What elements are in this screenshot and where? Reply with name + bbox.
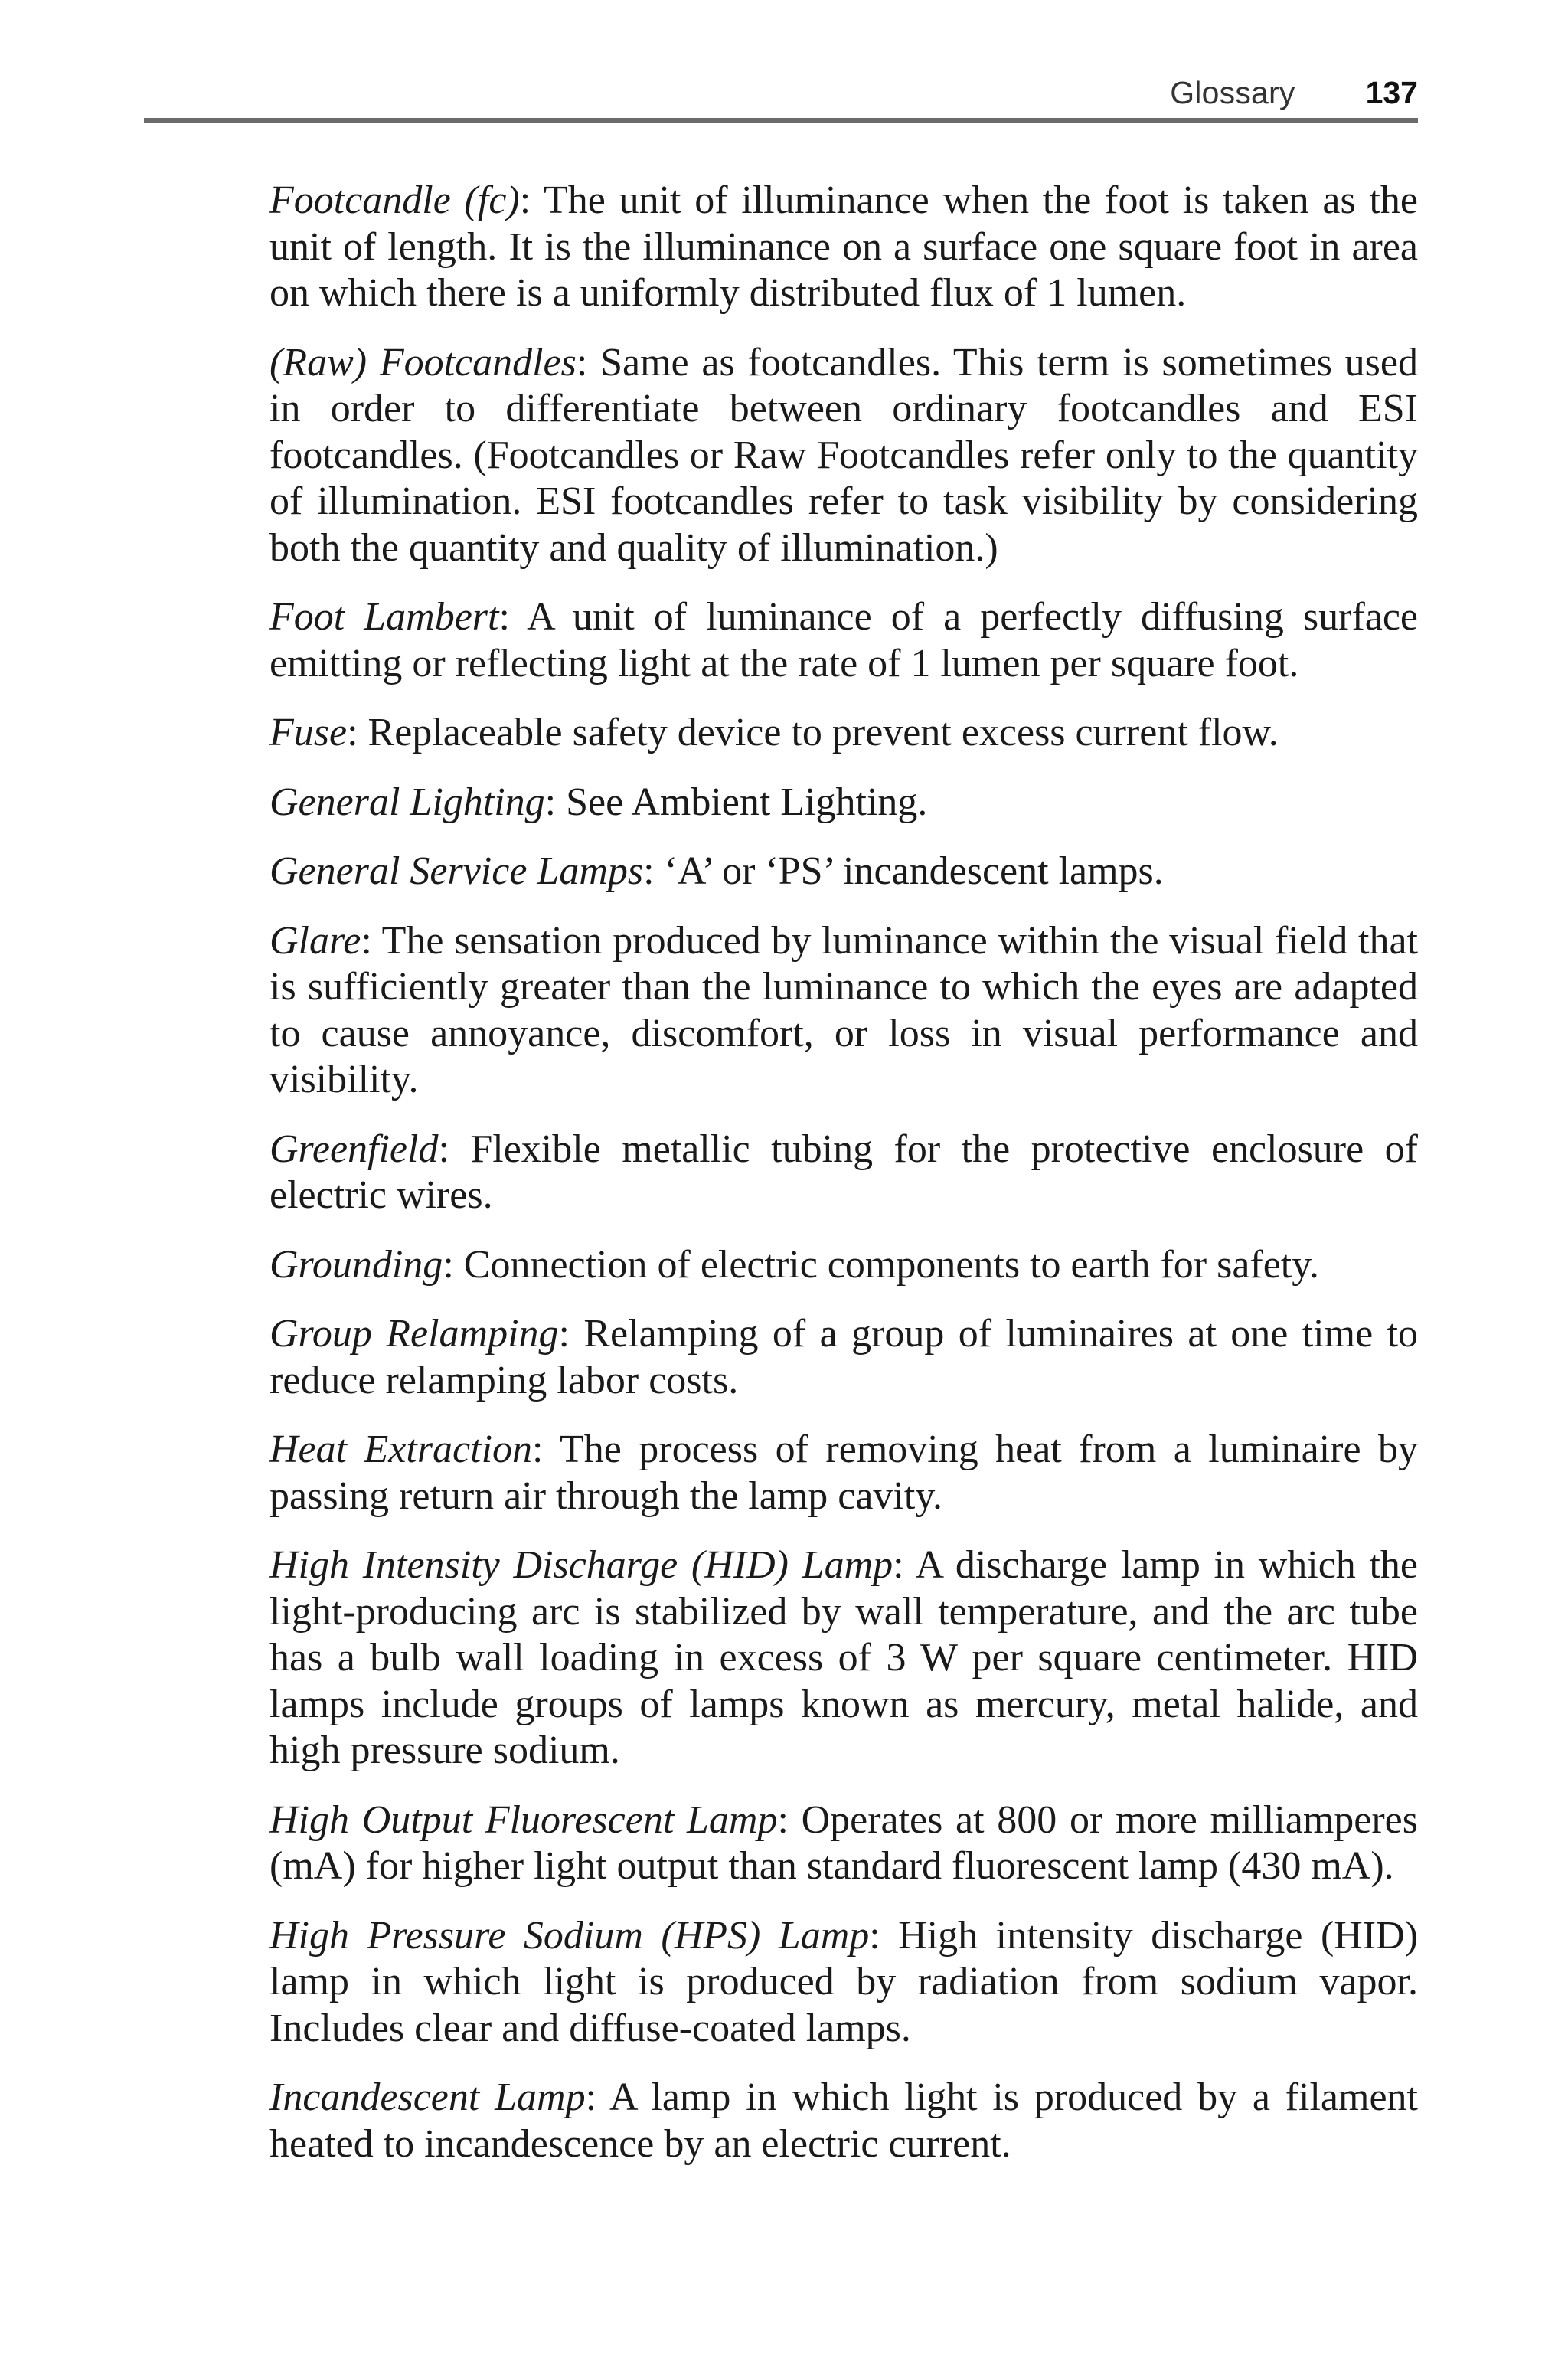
glossary-term: (Raw) Footcandles (270, 340, 577, 384)
glossary-definition: Connection of electric components to earth for safety. (463, 1242, 1319, 1287)
glossary-term: Foot Lambert (270, 595, 499, 639)
glossary-definition: Same as footcandles. This term is sometimes used in order to differentiate between ordinary footcandles and ESI footcandles. (Footcandles or Raw Footcandles refer only to the quantity of illumination. ESI footcandles refer to task visibility by considering both the quantity and quality of illumination.) (270, 340, 1418, 570)
page-number: 137 (1365, 75, 1418, 110)
glossary-term: Heat Extraction (270, 1428, 533, 1471)
glossary-definition: Flexible metallic tubing for the protective enclosure of electric wires. (270, 1127, 1418, 1217)
glossary-term: Greenfield (270, 1127, 439, 1171)
glossary-definition: Relamping of a group of luminaires at one time to reduce relamping labor costs. (270, 1312, 1418, 1402)
glossary-entry-grounding: Grounding: Connection of electric components to earth for safety. (270, 1242, 1319, 1287)
glossary-entry-footcandle: Footcandle (fc): The unit of illuminance when the foot is taken as the unit of length. It is the illuminance on a surface one square foot in area on which there is a uniformly distributed flux of 1 lumen. (270, 178, 1418, 315)
glossary-entry-glare: Glare: The sensation produced by luminance within the visual field that is sufficiently greater than the luminance to which the eyes are adapted to cause annoyance, discomfort, or loss in visual performance and visibility. (270, 918, 1418, 1101)
glossary-term: Footcandle (fc) (270, 178, 520, 222)
glossary-definition: A unit of luminance of a perfectly diffusing surface emitting or reflecting light at the rate of 1 lumen per square foot. (270, 595, 1419, 685)
glossary-entry-high-output-fluorescent-lamp: High Output Fluorescent Lamp: Operates at 800 or more milliamperes (mA) for higher light output than standard fluorescent lamp (430 mA). (270, 1797, 1418, 1888)
glossary-definition: A lamp in which light is produced by a filament heated to incandescence by an electric current. (270, 2075, 1418, 2166)
glossary-definition: The sensation produced by luminance within the visual field that is sufficiently greater than the luminance to which the eyes are adapted to cause annoyance, discomfort, or loss in visual performance and visibility. (270, 918, 1418, 1101)
glossary-definition: Replaceable safety device to prevent excess current flow. (368, 711, 1279, 754)
glossary-definition: A discharge lamp in which the light-producing arc is stabilized by wall temperature, and the arc tube has a bulb wall loading in excess of 3 W per square centimeter. HID lamps include groups of lamps known as mercury, metal halide, and high pressure sodium. (270, 1543, 1419, 1772)
glossary-list (270, 178, 1418, 2190)
glossary-entry-fuse: Fuse: Replaceable safety device to prevent excess current flow. (270, 711, 1279, 754)
glossary-term: High Pressure Sodium (HPS) Lamp (270, 1913, 870, 1958)
glossary-term: General Lighting (270, 780, 545, 824)
glossary-entry-foot-lambert: Foot Lambert: A unit of luminance of a perfectly diffusing surface emitting or reflecting light at the rate of 1 lumen per square foot. (270, 595, 1419, 685)
glossary-entry-raw-footcandles: (Raw) Footcandles: Same as footcandles. This term is sometimes used in order to differentiate between ordinary footcandles and ESI footcandles. (Footcandles or Raw Footcandles refer only to the quantity of illumination. ESI footcandles refer to task visibility by considering both the quantity and quality of illumination.) (270, 340, 1418, 570)
glossary-term: Glare (270, 918, 361, 963)
glossary-entry-hid-lamp: High Intensity Discharge (HID) Lamp: A discharge lamp in which the light-producing arc is stabilized by wall temperature, and the arc tube has a bulb wall loading in excess of 3 W per square centimeter. HID lamps include groups of lamps known as mercury, metal halide, and high pressure sodium. (270, 1543, 1419, 1772)
running-head (144, 75, 1418, 121)
glossary-entry-heat-extraction: Heat Extraction: The process of removing heat from a luminaire by passing return air through the lamp cavity. (270, 1428, 1418, 1518)
glossary-definition: See Ambient Lighting. (566, 780, 928, 824)
glossary-term: Incandescent Lamp (270, 2075, 586, 2119)
glossary-entry-general-service-lamps: General Service Lamps: ‘A’ or ‘PS’ incandescent lamps. (270, 849, 1164, 893)
glossary-term: Grounding (270, 1242, 443, 1287)
glossary-definition: High intensity discharge (HID) lamp in which light is produced by radiation from sodium vapor. Includes clear and diffuse-coated lamps. (270, 1913, 1418, 2050)
glossary-term: High Intensity Discharge (HID) Lamp (270, 1543, 893, 1587)
glossary-term: General Service Lamps (270, 849, 644, 893)
glossary-definition: ‘A’ or ‘PS’ incandescent lamps. (664, 849, 1164, 893)
glossary-entry-hps-lamp: High Pressure Sodium (HPS) Lamp: High intensity discharge (HID) lamp in which light is produced by radiation from sodium vapor. Includes clear and diffuse-coated lamps. (270, 1913, 1418, 2050)
glossary-entry-group-relamping: Group Relamping: Relamping of a group of luminaires at one time to reduce relamping labor costs. (270, 1312, 1418, 1402)
glossary-definition: Operates at 800 or more milliamperes (mA) for higher light output than standard fluorescent lamp (430 mA). (270, 1797, 1418, 1888)
glossary-entry-greenfield: Greenfield: Flexible metallic tubing for the protective enclosure of electric wires. (270, 1127, 1418, 1217)
running-head-section: Glossary (1170, 75, 1295, 110)
glossary-term: Fuse (270, 711, 348, 754)
glossary-definition: The unit of illuminance when the foot is taken as the unit of length. It is the illuminance on a surface one square foot in area on which there is a uniformly distributed flux of 1 lumen. (270, 178, 1418, 315)
glossary-term: Group Relamping (270, 1312, 559, 1356)
glossary-term: High Output Fluorescent Lamp (270, 1797, 778, 1842)
glossary-entry-incandescent-lamp: Incandescent Lamp: A lamp in which light is produced by a filament heated to incandescence by an electric current. (270, 2075, 1418, 2166)
header-rule (144, 118, 1418, 123)
glossary-definition: The process of removing heat from a luminaire by passing return air through the lamp cavity. (270, 1428, 1418, 1518)
glossary-entry-general-lighting: General Lighting: See Ambient Lighting. (270, 780, 928, 824)
